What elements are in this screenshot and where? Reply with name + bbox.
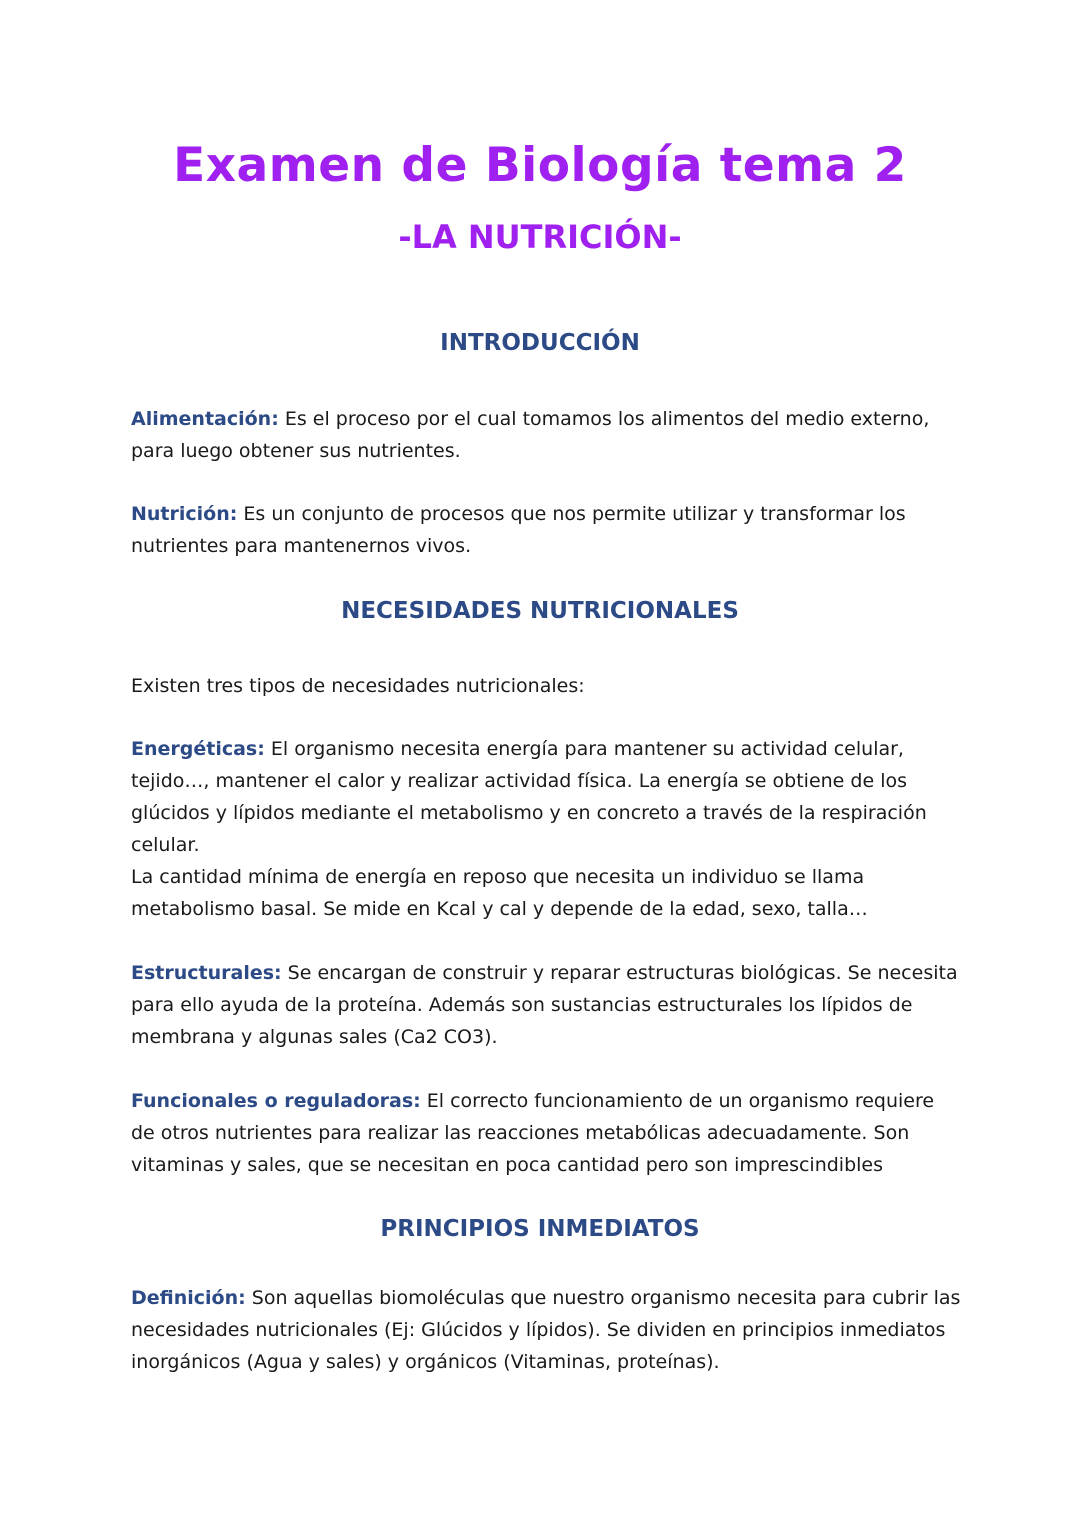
paragraph-alimentacion [131,403,961,467]
definition-alimentacion: Es el proceso por el cual tomamos los alimentos del medio externo, para luego obtener sus nutrientes. [131,408,930,462]
definition-estructurales: Se encargan de construir y reparar estructuras biológicas. Se necesita para ello ayuda de la proteína. Además son sustancias estructurales los lípidos de membrana y algunas sales (Ca2 CO3). [131,962,958,1048]
heading-introduccion: INTRODUCCIÓN [440,330,640,356]
paragraph-funcionales [131,1085,961,1181]
definition-definicion: Son aquellas biomoléculas que nuestro organismo necesita para cubrir las necesidades nutricionales (Ej: Glúcidos y lípidos). Se dividen en principios inmediatos inorgánicos (Agua y sales) y orgánicos (Vitaminas, proteínas). [131,1287,961,1373]
paragraph-energeticas [131,733,961,925]
term-energeticas: Energéticas: [131,738,265,760]
paragraph-nutricion [131,498,961,562]
term-funcionales: Funcionales o reguladoras: [131,1090,421,1112]
definition-nutricion: Es un conjunto de procesos que nos permite utilizar y transformar los nutrientes para mantenernos vivos. [131,503,906,557]
paragraph-definicion [131,1282,961,1378]
term-estructurales: Estructurales: [131,962,282,984]
page-subtitle: -LA NUTRICIÓN- [398,218,682,256]
definition-energeticas: El organismo necesita energía para mantener su actividad celular, tejido…, mantener el calor y realizar actividad física. La energía se obtiene de los glúcidos y lípidos mediante el metabolismo y en concreto a través de la respiración celular. [131,738,927,856]
definition-funcionales: El correcto funcionamiento de un organismo requiere de otros nutrientes para realizar las reacciones metabólicas adecuadamente. Son vitaminas y sales, que se necesitan en poca cantidad pero son imprescindibles [131,1090,935,1176]
definition-energeticas-continued: La cantidad mínima de energía en reposo que necesita un individuo se llama metabolismo basal. Se mide en Kcal y cal y depende de la edad, sexo, talla… [131,866,868,920]
term-alimentacion: Alimentación: [131,408,279,430]
paragraph-lead: Existen tres tipos de necesidades nutricionales: [131,675,585,697]
page-title: Examen de Biología tema 2 [173,138,907,193]
heading-necesidades: NECESIDADES NUTRICIONALES [341,598,739,624]
term-nutricion: Nutrición: [131,503,238,525]
paragraph-estructurales [131,957,961,1053]
term-definicion: Definición: [131,1287,246,1309]
heading-principios: PRINCIPIOS INMEDIATOS [380,1216,700,1242]
